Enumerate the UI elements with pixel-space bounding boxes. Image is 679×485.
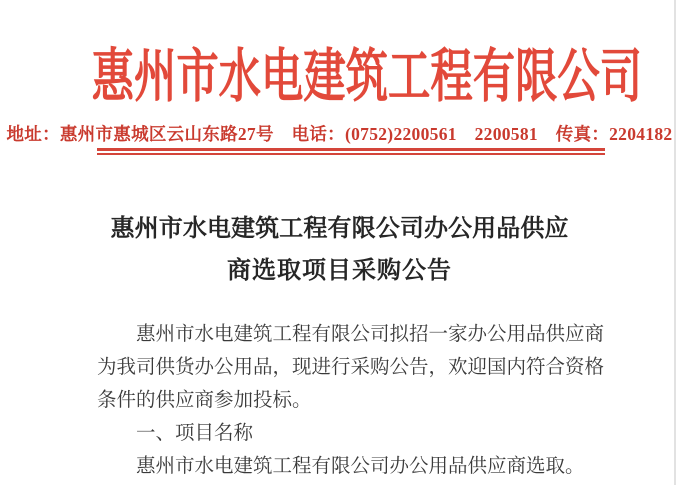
document-title-line1: 惠州市水电建筑工程有限公司办公用品供应 bbox=[110, 216, 569, 242]
section-heading-project-name: 一、项目名称 bbox=[136, 423, 254, 444]
letterhead-divider bbox=[97, 148, 605, 155]
scan-edge-line bbox=[674, 0, 676, 485]
document-title bbox=[111, 208, 569, 292]
document-body bbox=[97, 318, 603, 483]
section-content-project-name: 惠州市水电建筑工程有限公司办公用品供应商选取。 bbox=[136, 456, 585, 477]
body-paragraph-line: 条件的供应商参加投标。 bbox=[97, 390, 312, 411]
body-paragraph-line: 惠州市水电建筑工程有限公司拟招一家办公用品供应商 bbox=[136, 324, 605, 345]
letterhead-company-name: 惠州市水电建筑工程有限公司 bbox=[91, 44, 643, 109]
body-paragraph-line: 为我司供货办公用品，现进行采购公告，欢迎国内符合资格 bbox=[97, 357, 605, 378]
document-title-line2: 商选取项目采购公告 bbox=[227, 258, 452, 284]
letterhead-contact-line: 地址：惠州市惠城区云山东路27号 电话：(0752)2200561 2200581 传真：2204182 bbox=[6, 124, 673, 144]
